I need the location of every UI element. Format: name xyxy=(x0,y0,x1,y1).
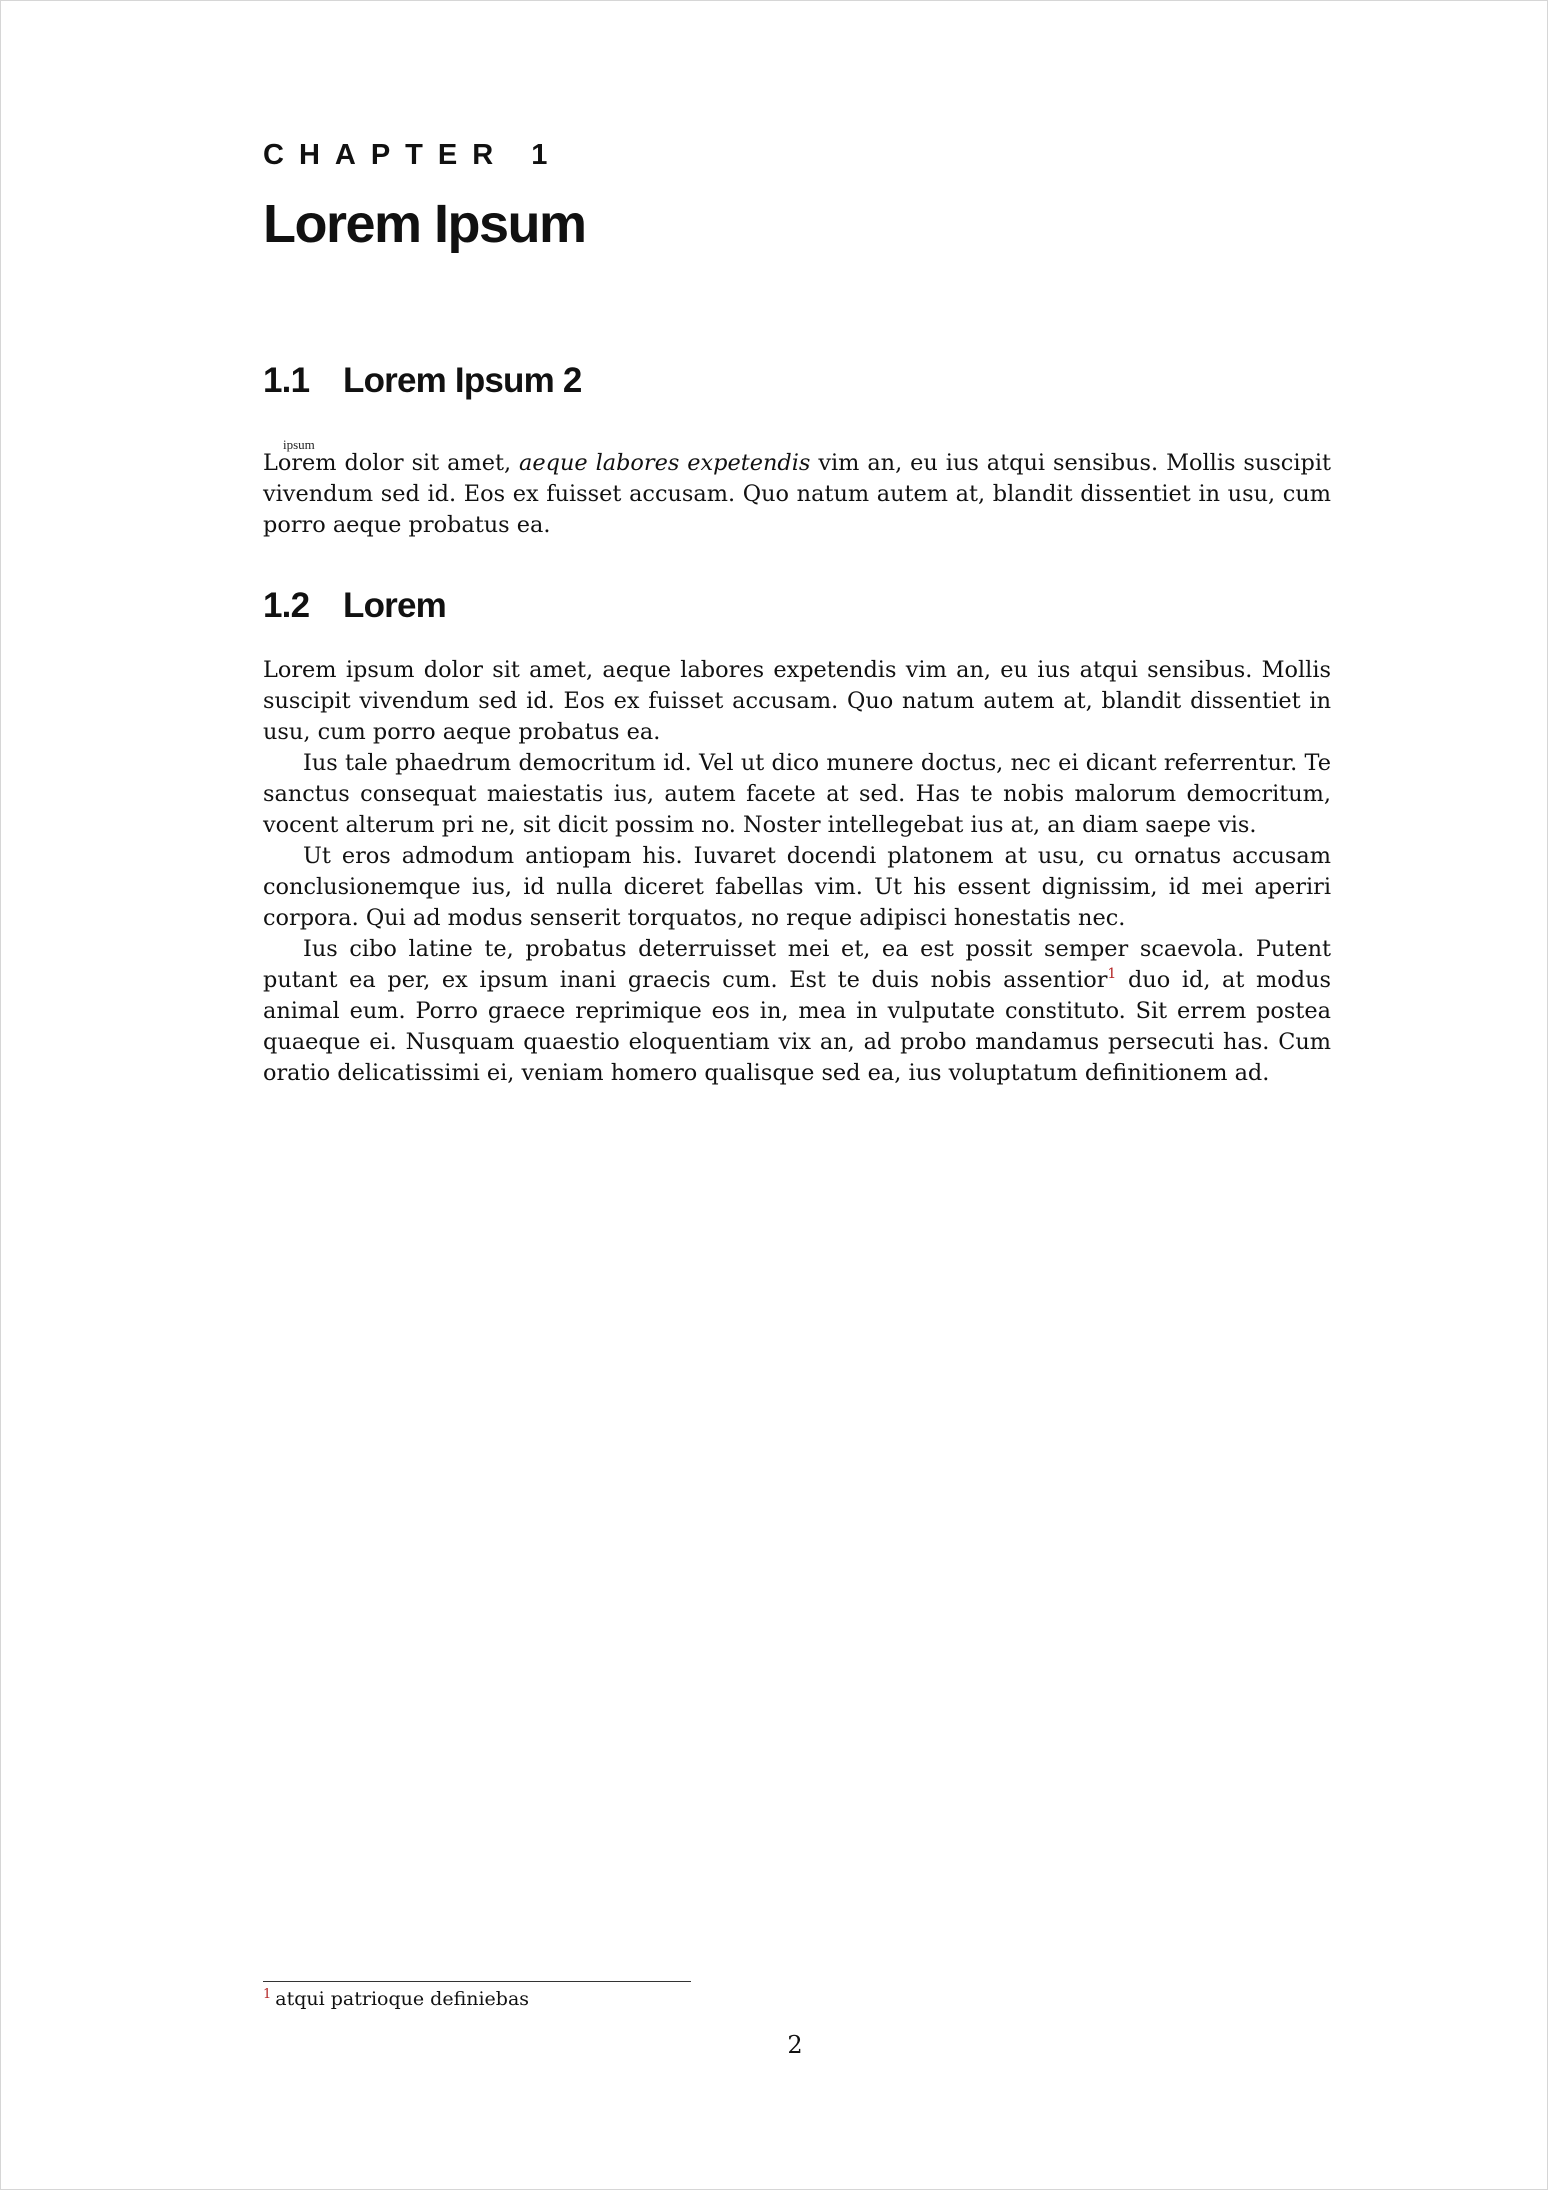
chapter-label: CHAPTER 1 xyxy=(263,139,563,171)
page-number: 2 xyxy=(787,2031,803,2059)
paragraph: Lorem ipsum dolor sit amet, aeque labores expetendis vim an, eu ius atqui sensibus. Mollis suscipit vivendum sed id. Eos ex fuisset accusam. Quo natum autem at, blandit dissentiet in usu, cum porro aeque probatus ea. xyxy=(263,657,1331,745)
section-title: Lorem xyxy=(343,586,446,625)
footnote-text: atqui patrioque definiebas xyxy=(275,1988,530,2010)
margin-note: ipsum xyxy=(283,437,315,452)
paragraph-text: duo id, at modus animal eum. Porro graece reprimique eos in, mea in vulputate constituto. Sit errem postea quaeque ei. Nusquam quaestio eloquentiam vix an, ad probo mandamus persecuti has. Cum oratio delicatissimi ei, veniam homero qualisque sed ea, ius voluptatum definitionem ad. xyxy=(263,967,1331,1086)
paragraph-text: Ius cibo latine te, probatus deterruisset mei et, ea est possit semper scaevola. Putent putant ea per, ex ipsum inani graecis cum. Est te duis nobis assentior xyxy=(263,936,1331,993)
section-1-2-body xyxy=(263,655,1331,1089)
paragraph: Ut eros admodum antiopam his. Iuvaret docendi platonem at usu, cu ornatus accusam conclusionemque ius, id nulla diceret fabellas vim. Ut his essent dignissim, id mei aperiri corpora. Qui ad modus senserit torquatos, no reque adipisci honestatis nec. xyxy=(263,843,1331,931)
footnote-divider xyxy=(263,1981,691,1982)
footnote-reference-link[interactable]: 1 xyxy=(1107,966,1117,982)
section-1-1-body xyxy=(263,448,1331,541)
section-heading-1-1 xyxy=(263,361,582,401)
footnote-mark: 1 xyxy=(263,1987,272,2002)
paragraph xyxy=(263,934,1331,1089)
paragraph-text: vim an, eu ius atqui sensibus. Mollis suscipit vivendum sed id. Eos ex fuisset accusam. Quo natum autem at, blandit dissentiet in usu, cum porro aeque probatus ea. xyxy=(263,450,1331,538)
section-number: 1.1 xyxy=(263,361,310,400)
chapter-title: Lorem Ipsum xyxy=(263,194,586,254)
paragraph-text: Lorem dolor sit amet, xyxy=(263,450,520,476)
section-title: Lorem Ipsum 2 xyxy=(343,361,582,400)
emphasized-text: aeque labores expetendis xyxy=(519,450,811,476)
footnote xyxy=(263,1987,529,2010)
paragraph xyxy=(263,448,1331,541)
section-number: 1.2 xyxy=(263,586,310,625)
section-heading-1-2 xyxy=(263,586,446,626)
paragraph: Ius tale phaedrum democritum id. Vel ut dico munere doctus, nec ei dicant referrentur. Te sanctus consequat maiestatis ius, autem facete at sed. Has te nobis malorum democritum, vocent alterum pri ne, sit dicit possim no. Noster intellegebat ius at, an diam saepe vis. xyxy=(263,750,1331,838)
